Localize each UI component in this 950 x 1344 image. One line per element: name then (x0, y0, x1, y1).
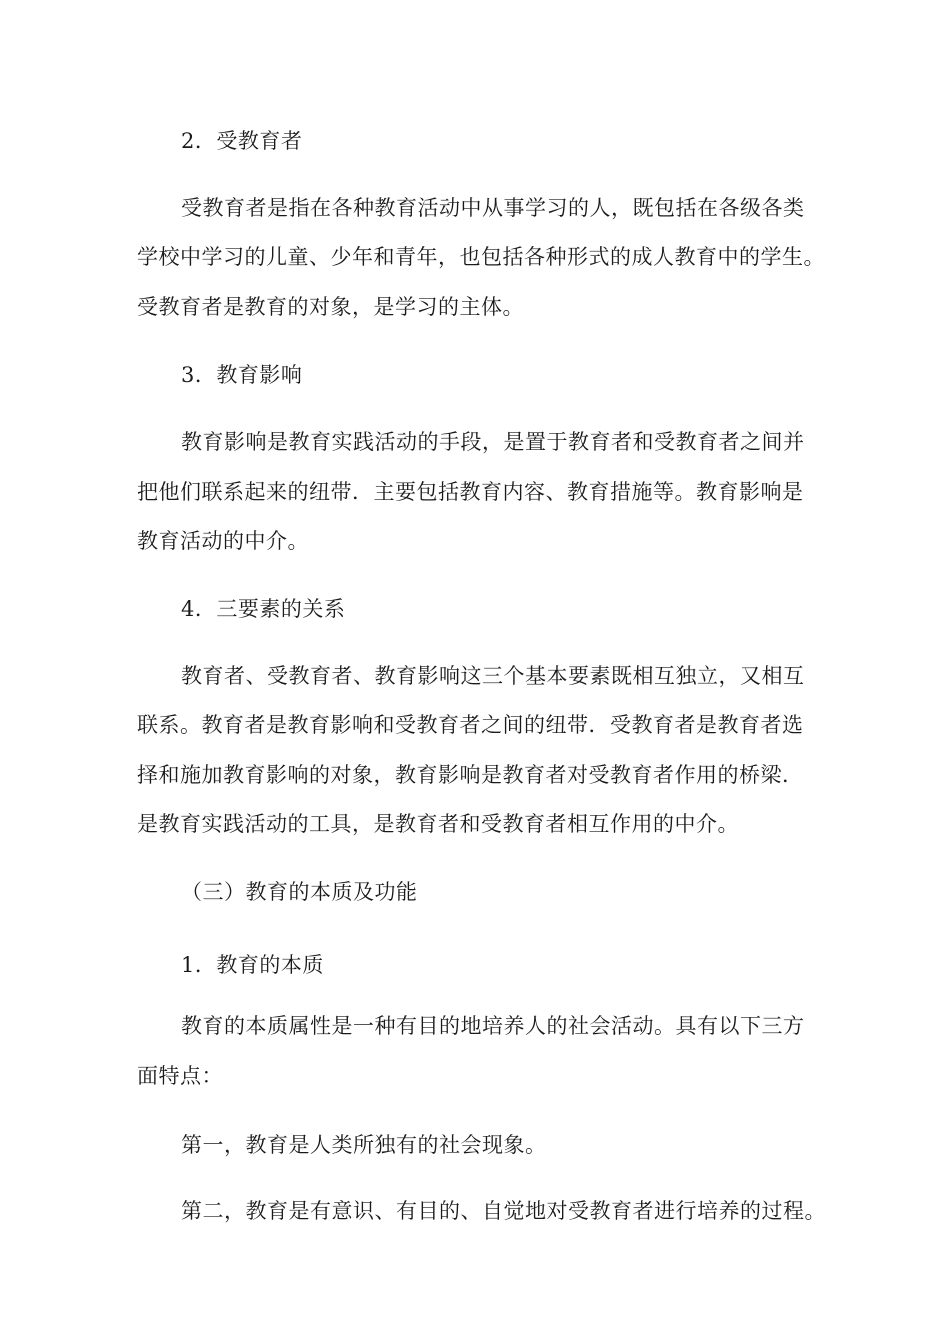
paragraph-line: 第一，教育是人类所独有的社会现象。 (181, 1133, 547, 1157)
paragraph-line: 教育者、受教育者、教育影响这三个基本要素既相互独立，又相互 (181, 664, 805, 688)
paragraph-line: 受教育者是指在各种教育活动中从事学习的人，既包括在各级各类 (181, 196, 805, 220)
paragraph-line: 择和施加教育影响的对象，教育影响是教育者对受教育者作用的桥梁． (137, 763, 804, 787)
paragraph-line: 面特点： (137, 1064, 223, 1088)
section-heading-relationship: 4．三要素的关系 (181, 597, 346, 621)
paragraph-line: 联系。教育者是教育影响和受教育者之间的纽带．受教育者是教育者选 (137, 713, 804, 737)
paragraph-line: 学校中学习的儿童、少年和青年，也包括各种形式的成人教育中的学生。 (137, 245, 825, 269)
paragraph-line: 教育的本质属性是一种有目的地培养人的社会活动。具有以下三方 (181, 1014, 805, 1038)
section-heading-learners: 2．受教育者 (181, 129, 303, 153)
section-heading-influence: 3．教育影响 (181, 363, 303, 387)
paragraph-line: 第二，教育是有意识、有目的、自觉地对受教育者进行培养的过程。 (181, 1199, 826, 1223)
paragraph-line: 教育活动的中介。 (137, 529, 309, 553)
paragraph-line: 是教育实践活动的工具，是教育者和受教育者相互作用的中介。 (137, 812, 739, 836)
paragraph-line: 受教育者是教育的对象，是学习的主体。 (137, 295, 524, 319)
paragraph-line: 把他们联系起来的纽带．主要包括教育内容、教育措施等。教育影响是 (137, 480, 804, 504)
section-heading-essence-function: （三）教育的本质及功能 (181, 880, 418, 904)
paragraph-line: 教育影响是教育实践活动的手段，是置于教育者和受教育者之间并 (181, 430, 805, 454)
section-heading-essence: 1．教育的本质 (181, 953, 324, 977)
